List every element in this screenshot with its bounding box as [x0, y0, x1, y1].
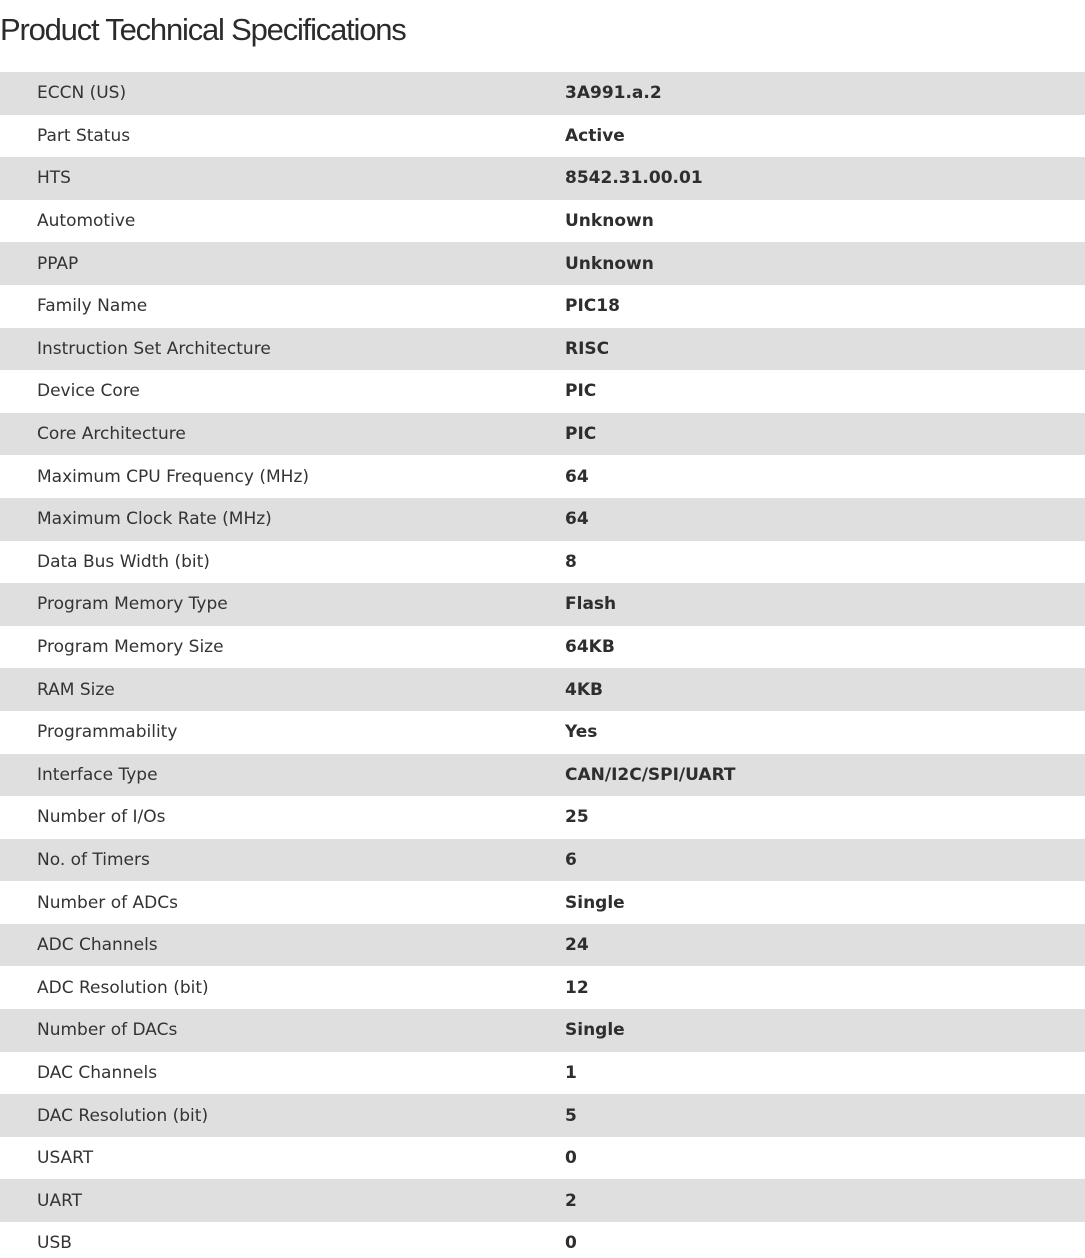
table-row [0, 242, 1085, 285]
table-row [0, 1137, 1085, 1180]
table-row [0, 796, 1085, 839]
table-row [0, 668, 1085, 711]
spec-value: 64 [565, 509, 589, 530]
spec-label: Instruction Set Architecture [37, 338, 271, 359]
table-row [0, 1009, 1085, 1052]
spec-value: 0 [565, 1233, 577, 1254]
spec-label: Number of ADCs [37, 892, 178, 913]
spec-value: 4KB [565, 679, 603, 700]
spec-label: Core Architecture [37, 424, 186, 445]
spec-label: Interface Type [37, 764, 158, 785]
table-row [0, 754, 1085, 797]
table-row [0, 455, 1085, 498]
spec-value: Active [565, 125, 625, 146]
spec-label: Number of I/Os [37, 807, 166, 828]
table-row [0, 924, 1085, 967]
spec-label: Program Memory Type [37, 594, 228, 615]
spec-label: Automotive [37, 211, 136, 232]
spec-value: 64 [565, 466, 589, 487]
spec-value: PIC18 [565, 296, 620, 317]
table-row [0, 966, 1085, 1009]
spec-value: Unknown [565, 253, 654, 274]
spec-value: 0 [565, 1148, 577, 1169]
spec-value: 12 [565, 977, 589, 998]
table-row [0, 583, 1085, 626]
spec-label: No. of Timers [37, 849, 150, 870]
spec-value: Unknown [565, 211, 654, 232]
table-row [0, 200, 1085, 243]
spec-label: USART [37, 1148, 94, 1169]
table-row [0, 72, 1085, 115]
table-row [0, 1179, 1085, 1222]
spec-label: Program Memory Size [37, 637, 224, 658]
spec-value: 25 [565, 807, 589, 828]
spec-value: 8542.31.00.01 [565, 168, 703, 189]
spec-value: Single [565, 892, 625, 913]
spec-label: Maximum Clock Rate (MHz) [37, 509, 272, 530]
spec-value: PIC [565, 424, 597, 445]
spec-value: 5 [565, 1105, 577, 1126]
table-row [0, 498, 1085, 541]
spec-table-body [0, 72, 1085, 1258]
spec-label: USB [37, 1233, 72, 1254]
spec-label: HTS [37, 168, 71, 189]
spec-label: PPAP [37, 253, 79, 274]
spec-label: ECCN (US) [37, 83, 127, 104]
table-row [0, 839, 1085, 882]
page-title: Product Technical Specifications [0, 12, 406, 47]
spec-table [0, 72, 1085, 1258]
spec-label: UART [37, 1190, 83, 1211]
spec-value: Single [565, 1020, 625, 1041]
spec-label: Data Bus Width (bit) [37, 551, 210, 572]
spec-value: 8 [565, 551, 577, 572]
table-row [0, 1052, 1085, 1095]
spec-label: DAC Resolution (bit) [37, 1105, 209, 1126]
spec-label: Programmability [37, 722, 178, 743]
spec-label: RAM Size [37, 679, 115, 700]
spec-value: 3A991.a.2 [565, 83, 662, 104]
spec-label: Device Core [37, 381, 140, 402]
spec-label: Number of DACs [37, 1020, 178, 1041]
table-row [0, 881, 1085, 924]
spec-value: 6 [565, 849, 577, 870]
spec-label: Maximum CPU Frequency (MHz) [37, 466, 309, 487]
table-row [0, 328, 1085, 371]
table-row [0, 157, 1085, 200]
spec-value: 1 [565, 1062, 577, 1083]
spec-value: 2 [565, 1190, 577, 1211]
table-row [0, 285, 1085, 328]
spec-label: ADC Resolution (bit) [37, 977, 209, 998]
spec-label: DAC Channels [37, 1062, 158, 1083]
spec-value: 24 [565, 935, 589, 956]
spec-label: Part Status [37, 125, 131, 146]
table-row [0, 370, 1085, 413]
table-row [0, 1094, 1085, 1137]
table-row [0, 626, 1085, 669]
spec-value: RISC [565, 338, 610, 359]
spec-value: Yes [565, 722, 598, 743]
spec-value: Flash [565, 594, 617, 615]
table-row [0, 711, 1085, 754]
spec-value: PIC [565, 381, 597, 402]
spec-value: CAN/I2C/SPI/UART [565, 764, 736, 785]
spec-value: 64KB [565, 637, 615, 658]
table-row [0, 115, 1085, 158]
spec-label: ADC Channels [37, 935, 158, 956]
table-row [0, 541, 1085, 584]
table-row [0, 413, 1085, 456]
table-row [0, 1222, 1085, 1258]
spec-label: Family Name [37, 296, 148, 317]
